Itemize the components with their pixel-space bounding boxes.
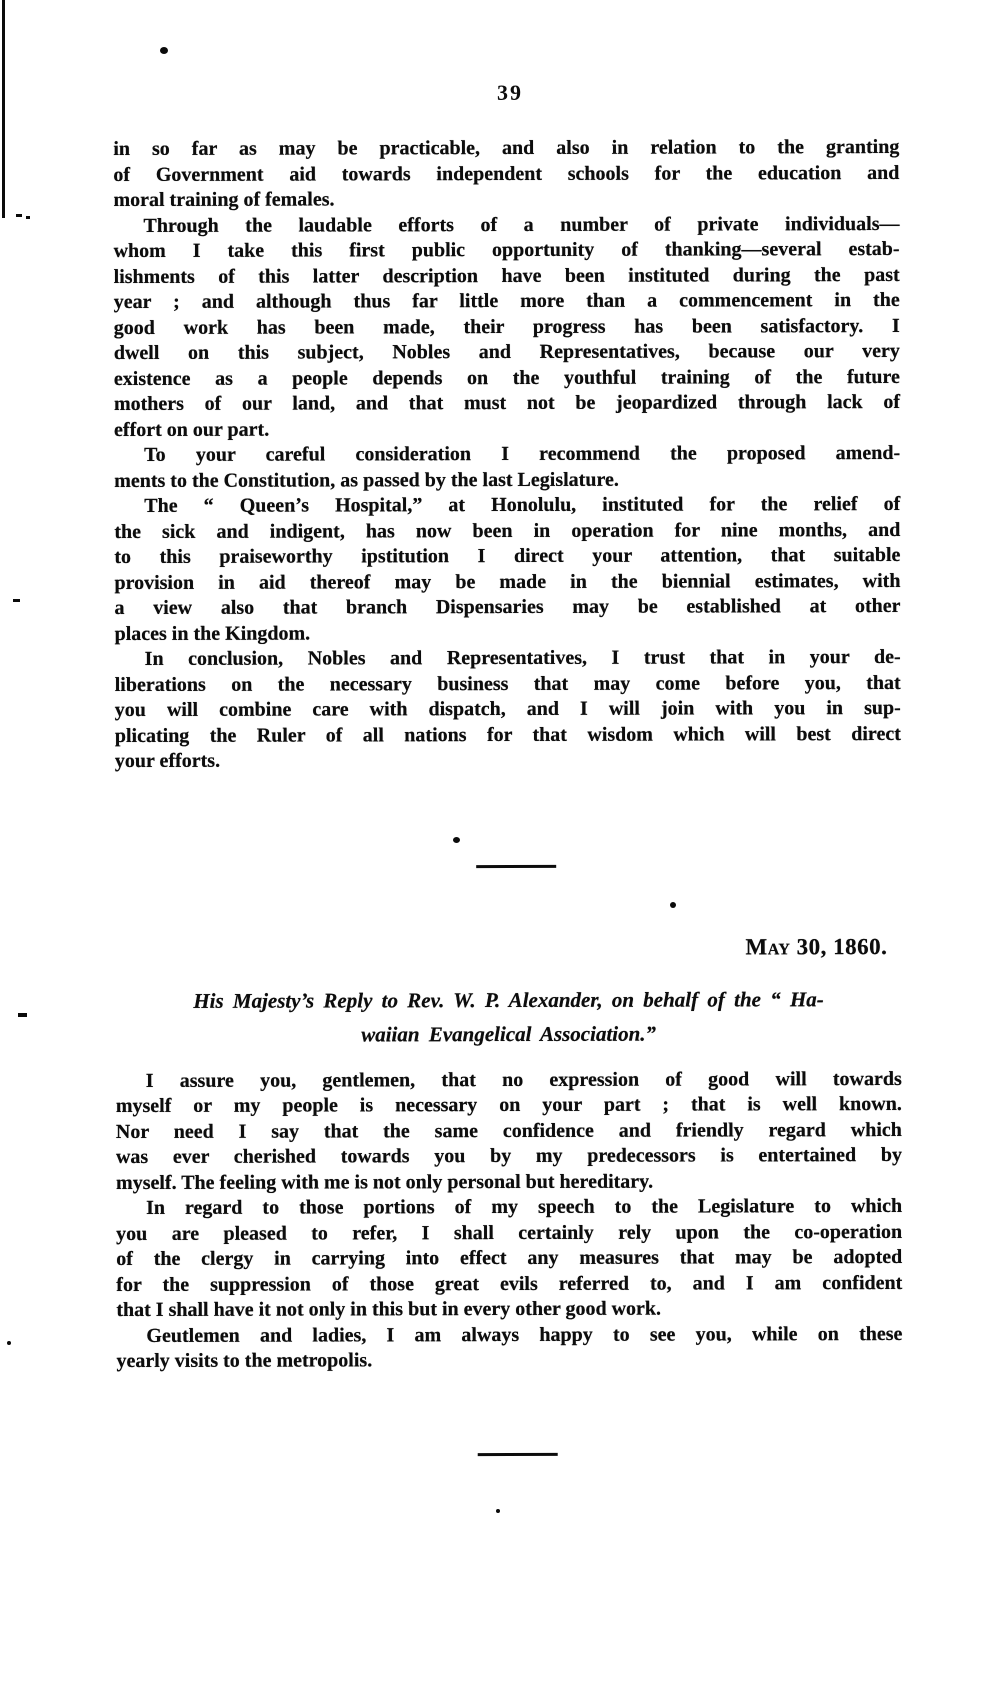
text-line: to this praiseworthy ipstitution I direct your attention, that suitable [114, 543, 901, 569]
text-line: of the clergy in carrying into effect any measures that may be adopted [116, 1245, 903, 1271]
text-line: you will combine care with dispatch, and I will join with you in sup- [114, 696, 901, 722]
scan-speck [7, 1341, 11, 1345]
text-line: To your careful consideration I recommend the proposed amend- [144, 441, 901, 466]
section-heading [115, 981, 901, 1051]
scan-speck [496, 1509, 500, 1513]
separator-rule [476, 864, 556, 867]
text-line: liberations on the necessary business that may come before you, that [114, 671, 901, 696]
text-line: year ; and although thus far little more than a commencement in the [113, 288, 900, 314]
paragraph [113, 135, 899, 214]
text-line: Nor need I say that the same confidence and friendly regard which [115, 1118, 902, 1143]
text-line: ments to the Constitution, as passed by the last Legislature. [114, 468, 619, 492]
text-line: plicating the Ruler of all nations for that wisdom which will best direct [114, 722, 901, 747]
separator-rule [478, 1452, 558, 1455]
text-line: myself or my people is necessary on your part ; that is well known. [115, 1092, 902, 1118]
paragraph [115, 645, 901, 775]
text-line: dwell on this subject, Nobles and Representatives, because our very [113, 339, 900, 365]
text-line: Through the laudable efforts of a number of private individuals— [143, 212, 900, 237]
paragraph [116, 1066, 902, 1196]
text-line: In regard to those portions of my speech to the Legislature to which [146, 1194, 903, 1219]
scan-speck [26, 216, 30, 219]
text-line: for the suppression of those great evils referred to, and I am confident [116, 1271, 903, 1296]
dateline: May 30, 1860. [745, 933, 888, 959]
text-line: provision in aid thereof may be made in the biennial estimates, with [114, 569, 901, 594]
text-line: In conclusion, Nobles and Representatives, I trust that in your de- [144, 645, 901, 670]
text-line: existence as a people depends on the youthful training of the future [113, 365, 900, 390]
text-line: a view also that branch Dispensaries may be established at other [114, 594, 901, 620]
paragraph [114, 492, 900, 647]
paragraph [114, 441, 900, 494]
section-heading-line: His Majesty’s Reply to Rev. W. P. Alexander, on behalf of the “ Ha- [193, 986, 824, 1013]
text-line: Geutlemen and ladies, I am always happy to see you, while on these [146, 1322, 903, 1347]
text-line: moral training of females. [113, 188, 335, 212]
text-line: the sick and indigent, has now been in operation for nine months, and [114, 518, 901, 543]
text-line: myself. The feeling with me is not only personal but hereditary. [115, 1170, 654, 1194]
page-number: 39 [497, 80, 523, 105]
text-line: I assure you, gentlemen, that no expression of good will towards [145, 1067, 902, 1092]
text-line: your efforts. [114, 749, 221, 773]
text-line: effort on our part. [114, 418, 270, 441]
text-line: The “ Queen’s Hospital,” at Honolulu, instituted for the relief of [144, 492, 901, 517]
scan-speck [13, 599, 20, 602]
scan-speck [160, 47, 168, 54]
text-line: was ever cherished towards you by my predecessors is entertained by [115, 1143, 902, 1169]
text-line: in so far as may be practicable, and also in relation to the granting [113, 135, 900, 161]
scan-edge-line [2, 0, 5, 218]
text-line: whom I take this first public opportunity of thanking—several estab- [113, 237, 900, 263]
text-line: mothers of our land, and that must not be jeopardized through lack of [113, 390, 900, 416]
text-line: that I shall have it not only in this but in every other good work. [116, 1297, 662, 1322]
paragraph [116, 1321, 902, 1374]
scan-speck [16, 214, 22, 217]
text-line: you are pleased to refer, I shall certainly rely upon the co-operation [116, 1220, 903, 1245]
paragraph [116, 1194, 902, 1324]
document-body [113, 135, 902, 1457]
text-line: good work has been made, their progress has been satisfactory. I [113, 314, 900, 339]
text-line: lishments of this latter description have been instituted during the past [113, 263, 900, 288]
text-line: places in the Kingdom. [114, 622, 311, 645]
paragraph [113, 211, 900, 443]
text-line: yearly visits to the metropolis. [116, 1349, 373, 1373]
section-heading-line: waiian Evangelical Association.” [361, 1021, 657, 1046]
scan-speck [18, 1013, 27, 1017]
text-line: of Government aid towards independent schools for the education and [113, 161, 900, 186]
